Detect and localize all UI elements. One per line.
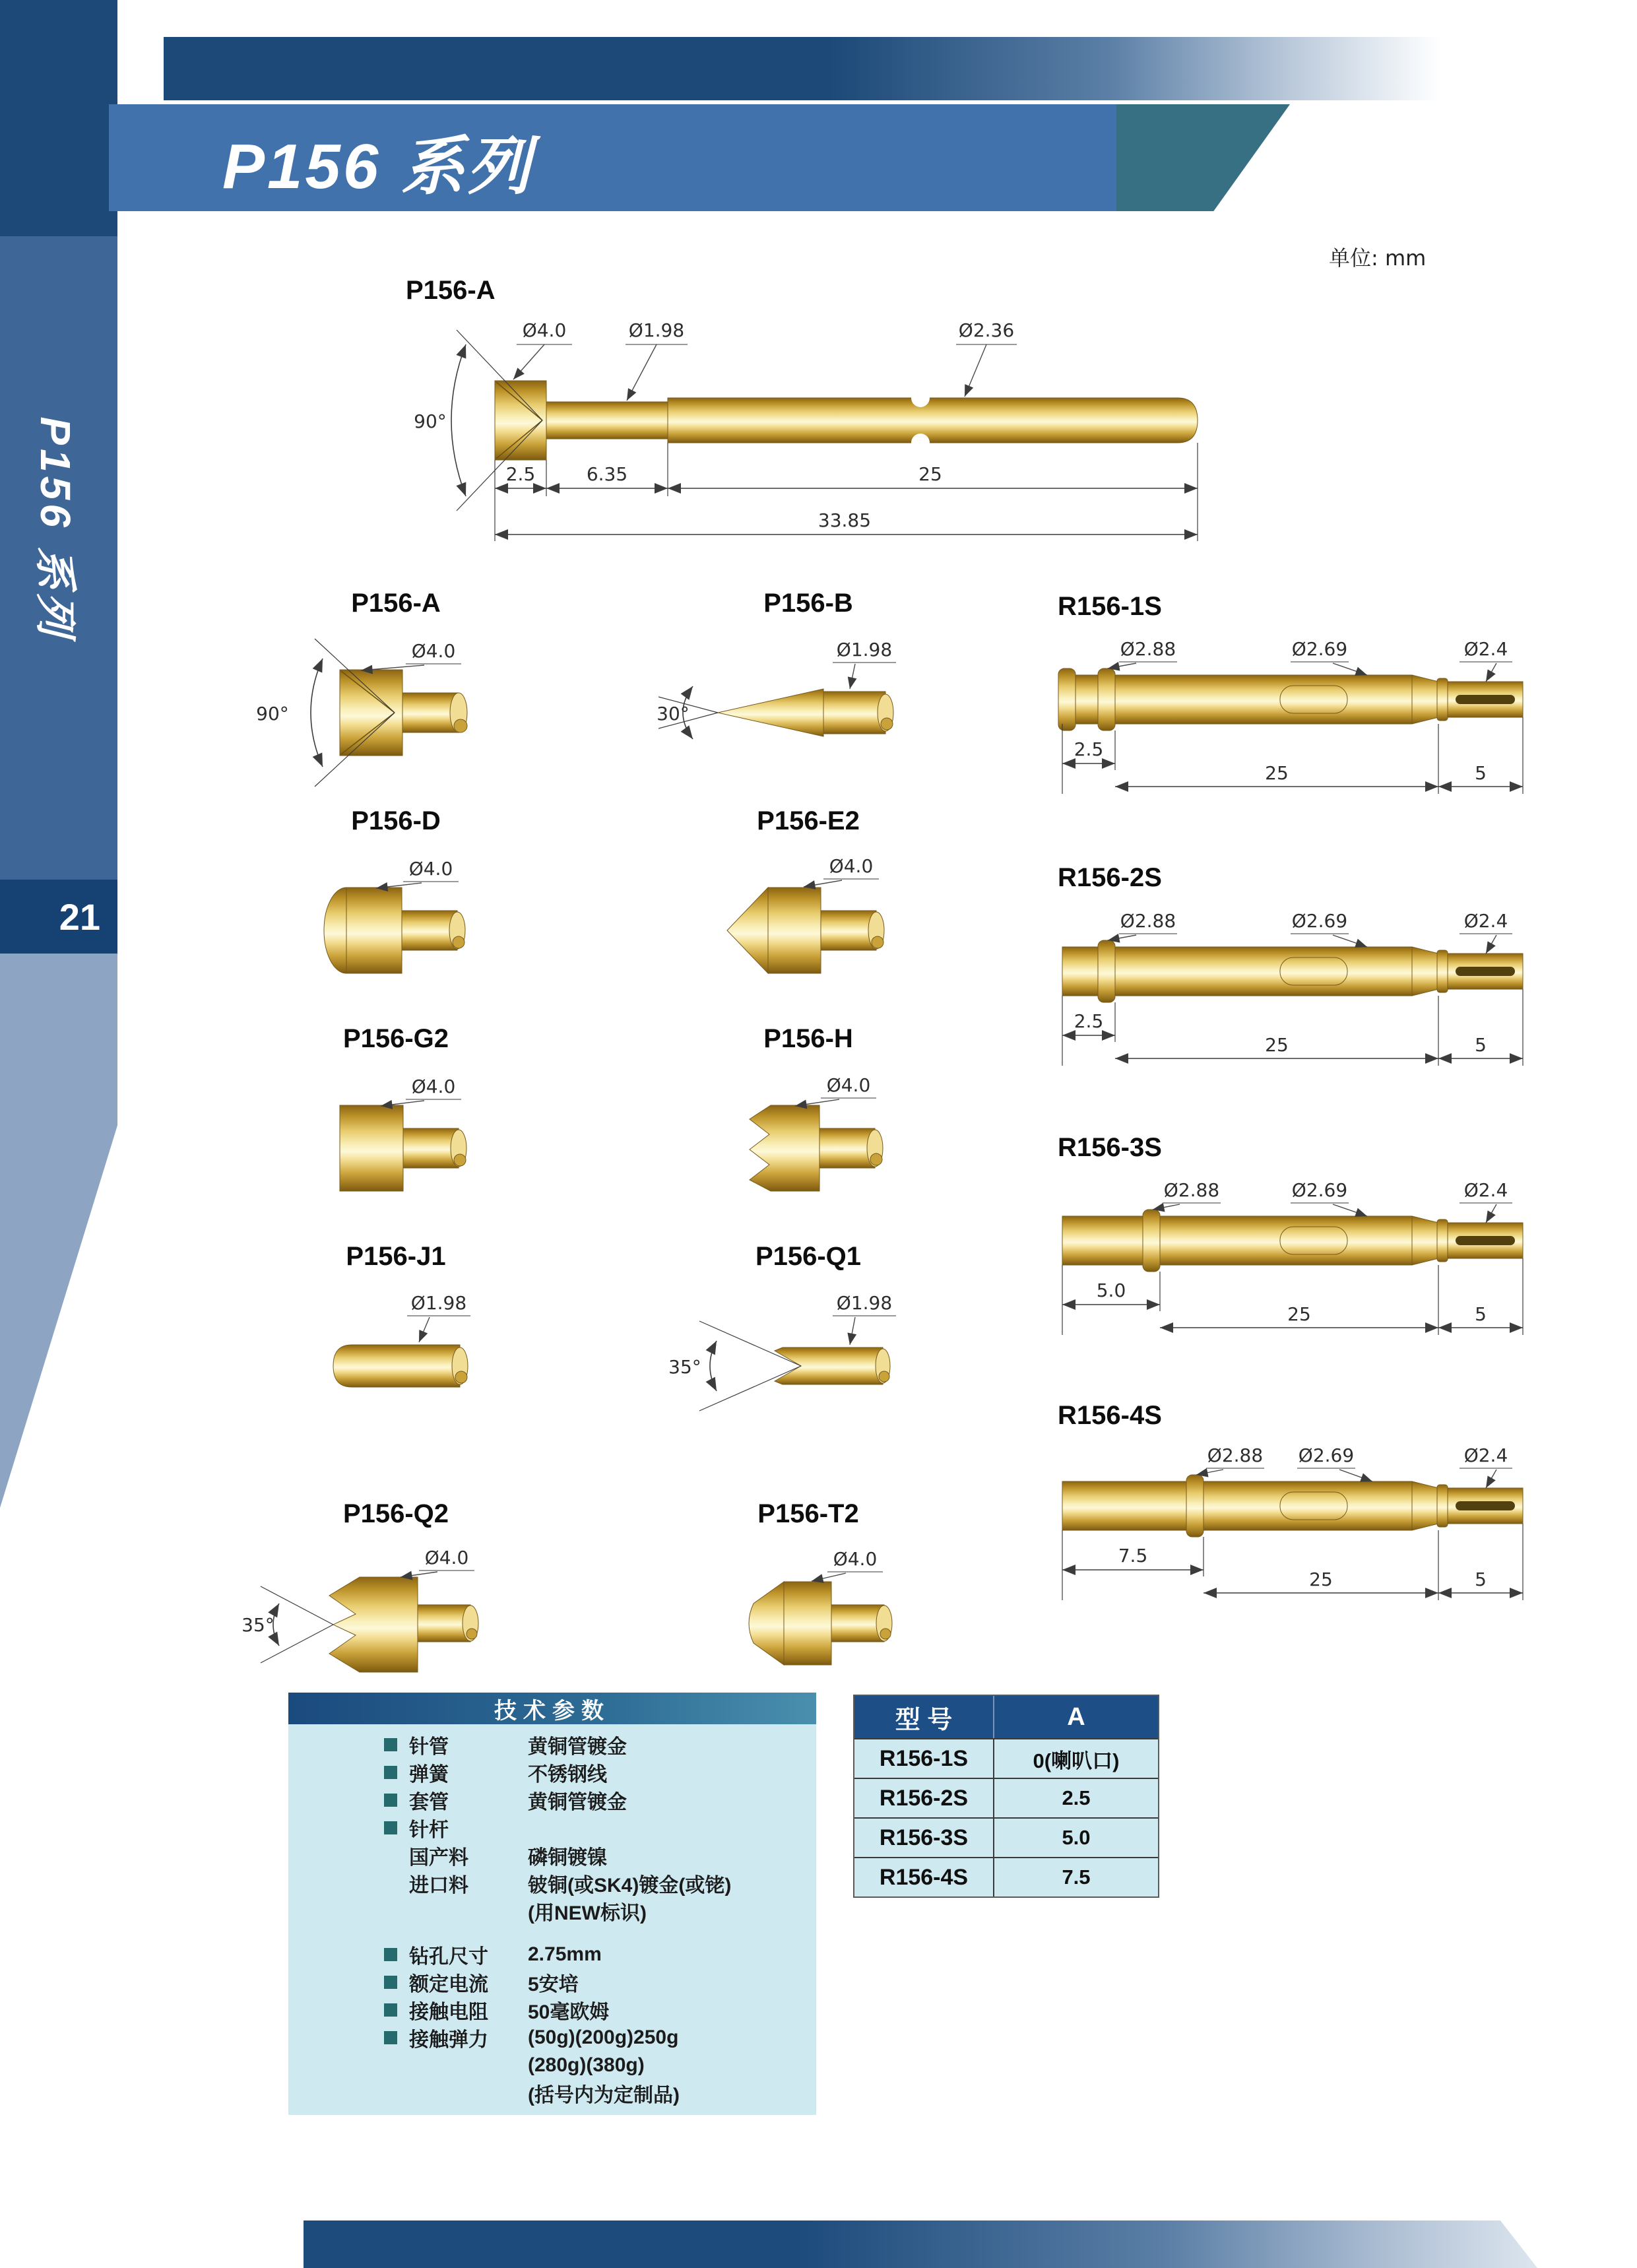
receptacle-body bbox=[1062, 1475, 1523, 1537]
dimensions bbox=[1062, 1524, 1523, 1600]
angle-label: 90° bbox=[414, 410, 447, 432]
table-row bbox=[288, 1941, 816, 1968]
dim-tail: 5 bbox=[1475, 1034, 1487, 1056]
dim-barrel: 25 bbox=[1309, 1569, 1333, 1590]
teal-accent-wedge bbox=[1116, 104, 1290, 211]
pin-body bbox=[749, 1582, 892, 1665]
dia-shaft-label: Ø1.98 bbox=[628, 319, 685, 341]
dim-barrel: 25 bbox=[1287, 1303, 1311, 1325]
sidebar-steel-wedge bbox=[0, 954, 117, 1508]
receptacle-body bbox=[1062, 940, 1523, 1002]
dia-label: Ø4.0 bbox=[408, 858, 453, 880]
fig-label-r156-4s: R156-4S bbox=[1058, 1401, 1162, 1430]
diameter-leaders bbox=[513, 319, 1017, 401]
dia-barrel-label: Ø2.69 bbox=[1291, 910, 1348, 932]
bullet-icon bbox=[384, 1821, 397, 1834]
dim-total: 33.85 bbox=[818, 509, 872, 531]
bullet-icon bbox=[384, 2003, 397, 2017]
row-value: 黄铜管镀金 bbox=[528, 1792, 627, 1813]
dim-shaft: 6.35 bbox=[586, 463, 628, 485]
angle-annotation bbox=[668, 1321, 801, 1411]
diameter-leader bbox=[407, 1292, 470, 1342]
row-value: (用NEW标识) bbox=[528, 1902, 647, 1924]
fig-p156-t2 bbox=[653, 1544, 963, 1693]
dia-head-label: Ø4.0 bbox=[522, 319, 567, 341]
table-row bbox=[288, 2079, 816, 2107]
row-value: (280g)(380g) bbox=[528, 2054, 645, 2076]
fig-p156-e2 bbox=[653, 851, 963, 1023]
fig-label-p156-q1: P156-Q1 bbox=[755, 1242, 862, 1271]
diameter-leader bbox=[804, 855, 879, 887]
dim-tail: 5 bbox=[1475, 1303, 1487, 1325]
fig-label-p156-j1: P156-J1 bbox=[346, 1242, 446, 1271]
row-value: 2.75mm bbox=[528, 1943, 602, 1965]
table-row bbox=[854, 1817, 1158, 1857]
dia-label: Ø1.98 bbox=[410, 1292, 467, 1314]
bullet-icon bbox=[384, 2031, 397, 2044]
diameter-leader bbox=[833, 639, 896, 689]
dim-barrel: 25 bbox=[1265, 762, 1289, 784]
receptacle-body bbox=[1062, 1210, 1523, 1272]
row-value: 黄铜管镀金 bbox=[528, 1736, 627, 1758]
dim-tail: 5 bbox=[1475, 762, 1487, 784]
fig-p156-q1 bbox=[653, 1287, 963, 1458]
dia-tail-label: Ø2.4 bbox=[1463, 638, 1508, 660]
dia-barrel-label: Ø2.69 bbox=[1298, 1444, 1355, 1466]
dimensions bbox=[1062, 1258, 1523, 1335]
bullet-icon bbox=[384, 1948, 397, 1961]
tech-table-header bbox=[288, 1693, 816, 1724]
table-row bbox=[288, 1842, 816, 1869]
dia-label: Ø4.0 bbox=[833, 1548, 878, 1570]
header-band bbox=[164, 37, 1442, 100]
diameter-leader bbox=[812, 1548, 883, 1581]
row-value: 磷铜镀镍 bbox=[528, 1847, 607, 1869]
row-value: 5安培 bbox=[528, 1974, 579, 1995]
row-label: 针管 bbox=[409, 1736, 449, 1758]
pin-body bbox=[750, 1105, 883, 1191]
row-value: (50g)(200g)250g bbox=[528, 2026, 679, 2048]
table-row bbox=[288, 1814, 816, 1842]
diameter-leader bbox=[381, 1076, 461, 1106]
fig-p156-q2 bbox=[241, 1544, 551, 1693]
page-title: P156 系列 bbox=[222, 131, 533, 202]
fig-label-p156-q2: P156-Q2 bbox=[342, 1499, 449, 1528]
dia-ring-label: Ø2.88 bbox=[1120, 910, 1176, 932]
fig-label-r156-3s: R156-3S bbox=[1058, 1133, 1162, 1162]
col-header-a: A bbox=[1067, 1702, 1085, 1731]
dia-label: Ø1.98 bbox=[836, 1292, 893, 1314]
row-label: 接触弹力 bbox=[409, 2029, 488, 2051]
bullet-icon bbox=[384, 1976, 397, 1989]
row-label: 国产料 bbox=[409, 1847, 468, 1869]
bullet-icon bbox=[384, 1738, 397, 1751]
unit-label: 单位: mm bbox=[1329, 245, 1427, 271]
row-label: 针杆 bbox=[409, 1819, 449, 1841]
angle-label: 30° bbox=[657, 703, 690, 725]
drawing-p156-a-main bbox=[396, 310, 1313, 574]
angle-annotation bbox=[657, 686, 718, 739]
fig-label-p156-a: P156-A bbox=[351, 589, 441, 618]
fig-label-p156-t2: P156-T2 bbox=[757, 1499, 859, 1528]
fig-label-p156-e2: P156-E2 bbox=[757, 806, 860, 835]
table-row bbox=[288, 1731, 816, 1759]
table-row bbox=[288, 1869, 816, 1897]
dim-a: 2.5 bbox=[1074, 738, 1104, 760]
dia-ring-label: Ø2.88 bbox=[1120, 638, 1176, 660]
fig-p156-b bbox=[653, 633, 963, 805]
cell-a: 0(喇叭口) bbox=[1033, 1749, 1120, 1772]
bullet-icon bbox=[384, 1766, 397, 1779]
fig-p156-h bbox=[653, 1069, 963, 1241]
pin-body bbox=[775, 1347, 890, 1384]
cell-model: R156-4S bbox=[854, 1858, 994, 1896]
cell-a: 2.5 bbox=[1062, 1786, 1091, 1809]
fig-label-p156-h: P156-H bbox=[763, 1024, 853, 1053]
pin-body bbox=[727, 888, 884, 973]
cell-a: 5.0 bbox=[1062, 1826, 1091, 1849]
fig-r156-2s bbox=[1043, 895, 1544, 1080]
table-row bbox=[288, 1968, 816, 1996]
dia-label: Ø4.0 bbox=[411, 1076, 456, 1097]
pin-body bbox=[333, 1345, 468, 1387]
fig-label-p156-g2: P156-G2 bbox=[342, 1024, 449, 1053]
col-header-model: 型 号 bbox=[854, 1696, 994, 1738]
diameter-leader bbox=[833, 1292, 896, 1345]
fig-label-r156-2s: R156-2S bbox=[1058, 863, 1162, 892]
dimensions bbox=[1062, 717, 1523, 794]
diameter-leader bbox=[361, 640, 461, 670]
dia-ring-label: Ø2.88 bbox=[1207, 1444, 1264, 1466]
table-row bbox=[854, 1778, 1158, 1817]
diameter-leader bbox=[401, 1547, 474, 1577]
model-table bbox=[853, 1695, 1159, 1898]
row-value: 铍铜(或SK4)镀金(或铑) bbox=[528, 1875, 732, 1896]
dim-barrel: 25 bbox=[918, 463, 942, 485]
cell-model: R156-1S bbox=[854, 1739, 994, 1778]
dia-label: Ø1.98 bbox=[836, 639, 893, 661]
tech-table-body bbox=[288, 1724, 816, 2115]
fig-p156-d bbox=[241, 851, 551, 1023]
diameter-leader bbox=[376, 858, 459, 888]
dia-label: Ø4.0 bbox=[424, 1547, 469, 1569]
dim-head: 2.5 bbox=[505, 463, 536, 485]
cell-model: R156-2S bbox=[854, 1779, 994, 1817]
fig-r156-3s bbox=[1043, 1165, 1544, 1349]
fig-p156-j1 bbox=[241, 1287, 551, 1458]
fig-r156-1s bbox=[1043, 624, 1544, 808]
row-label: 套管 bbox=[409, 1792, 449, 1813]
dia-tail-label: Ø2.4 bbox=[1463, 1179, 1508, 1201]
dim-a: 2.5 bbox=[1074, 1010, 1104, 1032]
fig-r156-4s bbox=[1043, 1430, 1544, 1615]
dia-tail-label: Ø2.4 bbox=[1463, 910, 1508, 932]
tech-table-title: 技术参数 bbox=[494, 1698, 610, 1724]
pin-body bbox=[340, 1105, 466, 1191]
table-row bbox=[288, 1996, 816, 2024]
fig-label-r156-1s: R156-1S bbox=[1058, 592, 1162, 621]
angle-label: 90° bbox=[256, 703, 289, 725]
page-number-band bbox=[0, 880, 117, 954]
dia-label: Ø4.0 bbox=[829, 855, 874, 877]
dia-barrel-label: Ø2.69 bbox=[1291, 638, 1348, 660]
title-banner bbox=[109, 104, 1116, 211]
row-label: 进口料 bbox=[409, 1875, 468, 1896]
dimensions bbox=[495, 443, 1198, 541]
receptacle-body bbox=[1058, 668, 1523, 730]
fig-label-p156-d: P156-D bbox=[351, 806, 441, 835]
row-value: 不锈钢线 bbox=[528, 1764, 607, 1786]
pin-body bbox=[718, 689, 893, 736]
row-label: 接触电阻 bbox=[409, 2001, 488, 2023]
page-number: 21 bbox=[59, 895, 100, 938]
cell-a: 7.5 bbox=[1062, 1865, 1091, 1889]
bullet-icon bbox=[384, 1794, 397, 1807]
dia-ring-label: Ø2.88 bbox=[1163, 1179, 1220, 1201]
fig-p156-a bbox=[241, 633, 551, 805]
pin-body bbox=[340, 670, 467, 756]
table-row bbox=[288, 1759, 816, 1786]
pin-body bbox=[495, 381, 1198, 460]
sidebar-series-label: P156 系列 bbox=[32, 416, 79, 639]
pin-body bbox=[329, 1577, 478, 1672]
footer-band bbox=[304, 2220, 1537, 2268]
table-row bbox=[288, 2024, 816, 2052]
angle-label: 35° bbox=[668, 1356, 701, 1378]
model-table-header bbox=[854, 1696, 1158, 1738]
table-row bbox=[288, 2052, 816, 2079]
dim-barrel: 25 bbox=[1265, 1034, 1289, 1056]
dim-a: 7.5 bbox=[1118, 1545, 1148, 1567]
dia-label: Ø4.0 bbox=[411, 640, 456, 662]
table-row bbox=[854, 1738, 1158, 1778]
row-label: 钻孔尺寸 bbox=[409, 1946, 488, 1968]
row-value: (括号内为定制品) bbox=[528, 2085, 680, 2106]
dia-barrel-label: Ø2.36 bbox=[958, 319, 1015, 341]
row-value: 50毫欧姆 bbox=[528, 2001, 610, 2023]
dim-a: 5.0 bbox=[1096, 1280, 1126, 1301]
row-label: 额定电流 bbox=[409, 1974, 488, 1995]
table-row bbox=[288, 1897, 816, 1925]
dia-tail-label: Ø2.4 bbox=[1463, 1444, 1508, 1466]
table-row bbox=[854, 1857, 1158, 1896]
row-label: 弹簧 bbox=[409, 1764, 449, 1786]
pin-body bbox=[324, 888, 465, 973]
corner-block bbox=[0, 0, 117, 236]
angle-label: 35° bbox=[241, 1614, 274, 1636]
angle-annotation bbox=[241, 1586, 333, 1663]
table-row bbox=[288, 1786, 816, 1814]
main-drawing-label: P156-A bbox=[406, 276, 496, 305]
dim-tail: 5 bbox=[1475, 1569, 1487, 1590]
dimensions bbox=[1062, 989, 1523, 1066]
cell-model: R156-3S bbox=[854, 1819, 994, 1857]
diameter-leader bbox=[795, 1074, 876, 1106]
dia-label: Ø4.0 bbox=[826, 1074, 871, 1096]
dia-barrel-label: Ø2.69 bbox=[1291, 1179, 1348, 1201]
fig-label-p156-b: P156-B bbox=[763, 589, 853, 618]
fig-p156-g2 bbox=[241, 1069, 551, 1241]
